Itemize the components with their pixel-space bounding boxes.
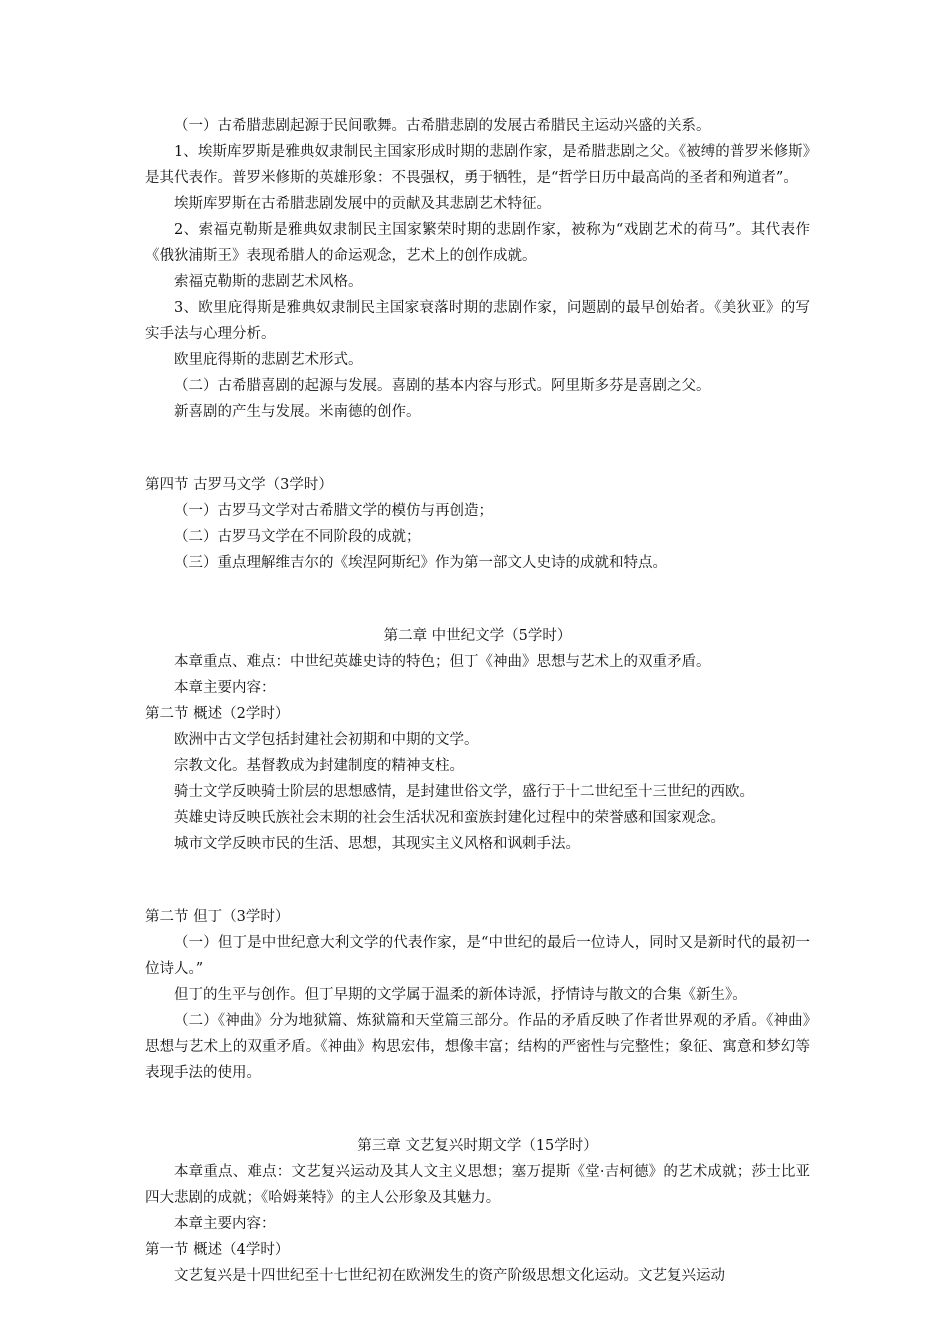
- document-page: [145, 113, 810, 1289]
- section-heading: 第二章 中世纪文学（5学时）: [383, 628, 572, 644]
- paragraph: 本章重点、难点：文艺复兴运动及其人文主义思想；塞万提斯《堂·吉柯德》的艺术成就；莎士比亚四大悲剧的成就；《哈姆莱特》的主人公形象及其魅力。: [145, 1164, 810, 1206]
- paragraph: 本章重点、难点：中世纪英雄史诗的特色；但丁《神曲》思想与艺术上的双重矛盾。: [174, 654, 711, 670]
- paragraph: 文艺复兴是十四世纪至十七世纪初在欧洲发生的资产阶级思想文化运动。文艺复兴运动: [174, 1268, 725, 1284]
- paragraph: 城市文学反映市民的生活、思想，其现实主义风格和讽刺手法。: [174, 836, 580, 852]
- paragraph: 新喜剧的产生与发展。米南德的创作。: [174, 404, 421, 420]
- section-heading: 第三章 文艺复兴时期文学（15学时）: [357, 1138, 598, 1154]
- section-heading: 第一节 概述（4学时）: [145, 1242, 290, 1258]
- paragraph: 3、欧里庇得斯是雅典奴隶制民主国家衰落时期的悲剧作家，问题剧的最早创始者。《美狄亚》的写实手法与心理分析。: [145, 300, 810, 342]
- paragraph: 欧里庇得斯的悲剧艺术形式。: [174, 352, 363, 368]
- paragraph: 本章主要内容：: [174, 680, 276, 696]
- paragraph: 骑士文学反映骑士阶层的思想感情，是封建世俗文学，盛行于十二世纪至十三世纪的西欧。: [174, 784, 754, 800]
- section-heading: 第四节 古罗马文学（3学时）: [145, 477, 333, 493]
- paragraph: （三）重点理解维吉尔的《埃涅阿斯纪》作为第一部文人史诗的成就和特点。: [174, 555, 667, 571]
- paragraph: 埃斯库罗斯在古希腊悲剧发展中的贡献及其悲剧艺术特征。: [174, 196, 551, 212]
- paragraph: （一）但丁是中世纪意大利文学的代表作家，是“中世纪的最后一位诗人，同时又是新时代的最初一位诗人。”: [145, 935, 810, 977]
- paragraph: 但丁的生平与创作。但丁早期的文学属于温柔的新体诗派，抒情诗与散文的合集《新生》。: [174, 987, 747, 1003]
- paragraph: （二）古希腊喜剧的起源与发展。喜剧的基本内容与形式。阿里斯多芬是喜剧之父。: [174, 378, 711, 394]
- section-spacer: [145, 440, 810, 458]
- paragraph: （一）古罗马文学对古希腊文学的模仿与再创造；: [174, 503, 493, 519]
- section-spacer: [145, 872, 810, 890]
- paragraph: 欧洲中古文学包括封建社会初期和中期的文学。: [174, 732, 479, 748]
- paragraph: 英雄史诗反映氏族社会末期的社会生活状况和蛮族封建化过程中的荣誉感和国家观念。: [174, 810, 725, 826]
- paragraph: 2、索福克勒斯是雅典奴隶制民主国家繁荣时期的悲剧作家，被称为“戏剧艺术的荷马”。其代表作《俄狄浦斯王》表现希腊人的命运观念，艺术上的创作成就。: [145, 222, 810, 264]
- section-heading: 第二节 但丁（3学时）: [145, 909, 290, 925]
- paragraph: （二）《神曲》分为地狱篇、炼狱篇和天堂篇三部分。作品的矛盾反映了作者世界观的矛盾。《神曲》思想与艺术上的双重矛盾。《神曲》构思宏伟，想像丰富；结构的严密性与完整性；象征、寓意和梦幻等表现手法的使用。: [145, 1013, 810, 1081]
- paragraph: （二）古罗马文学在不同阶段的成就；: [174, 529, 421, 545]
- paragraph: 索福克勒斯的悲剧艺术风格。: [174, 274, 363, 290]
- paragraph: 本章主要内容：: [174, 1216, 276, 1232]
- paragraph: 宗教文化。基督教成为封建制度的精神支柱。: [174, 758, 464, 774]
- section-spacer: [145, 591, 810, 609]
- section-heading: 第二节 概述（2学时）: [145, 706, 290, 722]
- paragraph: 1、埃斯库罗斯是雅典奴隶制民主国家形成时期的悲剧作家，是希腊悲剧之父。《被缚的普罗米修斯》是其代表作。普罗米修斯的英雄形象：不畏强权，勇于牺牲，是“哲学日历中最高尚的圣者和殉道者”。: [145, 144, 810, 186]
- section-spacer: [145, 1101, 810, 1119]
- paragraph: （一）古希腊悲剧起源于民间歌舞。古希腊悲剧的发展古希腊民主运动兴盛的关系。: [174, 118, 711, 134]
